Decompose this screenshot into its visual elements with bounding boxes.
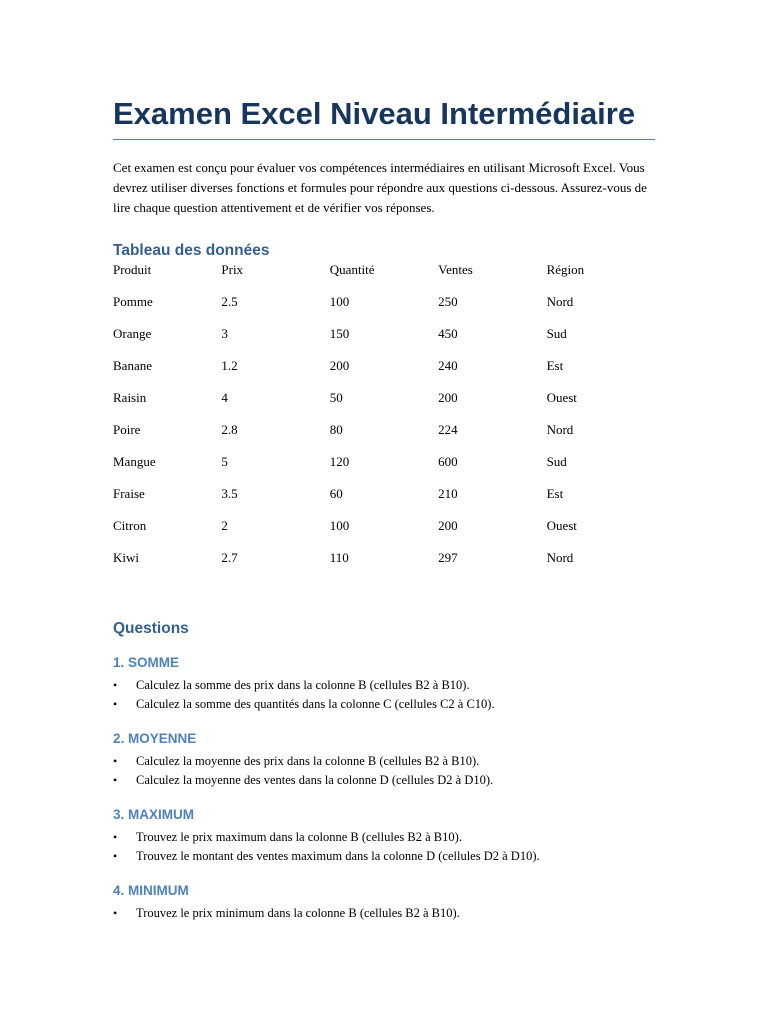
question-text: Calculez la moyenne des ventes dans la colonne D (cellules D2 à D10). (136, 773, 494, 787)
cell-region: Nord (546, 294, 574, 309)
cell-ventes: 224 (438, 422, 458, 437)
bullet-icon: • (113, 906, 118, 920)
column-header-region: Région (546, 262, 585, 277)
cell-produit: Orange (113, 326, 152, 341)
list-item (113, 771, 655, 790)
cell-ventes: 600 (438, 454, 458, 469)
intro-paragraph: Cet examen est conçu pour évaluer vos compétences intermédiaires en utilisant Microsoft Excel. Vous devrez utiliser diverses fonctions et formules pour répondre aux questions ci-dessous. Assurez-vous de lire chaque question attentivement et de vérifier vos réponses. (113, 160, 647, 215)
cell-prix: 4 (221, 390, 228, 405)
cell-prix: 1.2 (221, 358, 238, 373)
table-row (113, 358, 655, 390)
cell-prix: 3 (221, 326, 228, 341)
cell-quantite: 100 (329, 294, 350, 309)
column-header-produit: Produit (113, 262, 152, 277)
cell-quantite: 200 (329, 358, 350, 373)
question-group-title: 4. MINIMUM (113, 883, 189, 898)
question-list (113, 828, 655, 866)
cell-produit: Pomme (113, 294, 153, 309)
table-section-heading: Tableau des données (113, 242, 270, 259)
question-text: Calculez la moyenne des prix dans la colonne B (cellules B2 à B10). (136, 754, 480, 768)
question-group-title: 3. MAXIMUM (113, 807, 194, 822)
question-text: Trouvez le prix minimum dans la colonne B (cellules B2 à B10). (136, 906, 460, 920)
table-row (113, 294, 655, 326)
list-item (113, 847, 655, 866)
cell-prix: 2.8 (221, 422, 238, 437)
table-row (113, 550, 655, 582)
cell-produit: Kiwi (113, 550, 139, 565)
cell-prix: 2 (221, 518, 228, 533)
cell-prix: 5 (221, 454, 228, 469)
bullet-icon: • (113, 678, 118, 692)
list-item (113, 904, 655, 923)
question-group-title: 1. SOMME (113, 655, 180, 670)
cell-quantite: 50 (329, 390, 343, 405)
list-item (113, 828, 655, 847)
table-row (113, 390, 655, 422)
cell-produit: Fraise (113, 486, 145, 501)
cell-region: Est (546, 486, 564, 501)
cell-ventes: 210 (438, 486, 458, 501)
bullet-icon: • (113, 849, 118, 863)
table-row (113, 422, 655, 454)
bullet-icon: • (113, 754, 118, 768)
question-text: Calculez la somme des quantités dans la colonne C (cellules C2 à C10). (136, 697, 495, 711)
cell-ventes: 240 (438, 358, 458, 373)
column-header-prix: Prix (221, 262, 244, 277)
cell-region: Sud (546, 454, 567, 469)
table-header-row (113, 262, 655, 294)
cell-produit: Citron (113, 518, 147, 533)
cell-quantite: 100 (329, 518, 350, 533)
question-list (113, 904, 655, 923)
document-page (113, 95, 655, 923)
question-list (113, 676, 655, 714)
cell-region: Nord (546, 422, 574, 437)
cell-prix: 2.7 (221, 550, 238, 565)
document-title: Examen Excel Niveau Intermédiaire (113, 95, 655, 140)
cell-quantite: 110 (329, 550, 349, 565)
questions-heading: Questions (113, 620, 189, 637)
column-header-ventes: Ventes (438, 262, 473, 277)
cell-produit: Raisin (113, 390, 147, 405)
table-row (113, 326, 655, 358)
cell-quantite: 120 (329, 454, 350, 469)
cell-ventes: 250 (438, 294, 458, 309)
list-item (113, 752, 655, 771)
table-row (113, 486, 655, 518)
cell-quantite: 60 (329, 486, 343, 501)
cell-region: Est (546, 358, 564, 373)
cell-region: Ouest (546, 518, 577, 533)
bullet-icon: • (113, 830, 118, 844)
cell-region: Sud (546, 326, 567, 341)
cell-region: Ouest (546, 390, 577, 405)
bullet-icon: • (113, 773, 118, 787)
bullet-icon: • (113, 697, 118, 711)
cell-ventes: 200 (438, 390, 458, 405)
cell-prix: 3.5 (221, 486, 238, 501)
question-text: Trouvez le montant des ventes maximum dans la colonne D (cellules D2 à D10). (136, 849, 540, 863)
cell-produit: Banane (113, 358, 152, 373)
cell-ventes: 450 (438, 326, 458, 341)
cell-quantite: 80 (329, 422, 343, 437)
cell-region: Nord (546, 550, 574, 565)
table-row (113, 454, 655, 486)
cell-quantite: 150 (329, 326, 350, 341)
column-header-quantite: Quantité (329, 262, 375, 277)
table-row (113, 518, 655, 550)
list-item (113, 695, 655, 714)
list-item (113, 676, 655, 695)
cell-produit: Mangue (113, 454, 156, 469)
cell-ventes: 200 (438, 518, 458, 533)
cell-prix: 2.5 (221, 294, 238, 309)
question-text: Trouvez le prix maximum dans la colonne B (cellules B2 à B10). (136, 830, 462, 844)
question-text: Calculez la somme des prix dans la colonne B (cellules B2 à B10). (136, 678, 470, 692)
cell-produit: Poire (113, 422, 141, 437)
data-table (113, 262, 655, 582)
cell-ventes: 297 (438, 550, 458, 565)
question-group-title: 2. MOYENNE (113, 731, 197, 746)
question-list (113, 752, 655, 790)
